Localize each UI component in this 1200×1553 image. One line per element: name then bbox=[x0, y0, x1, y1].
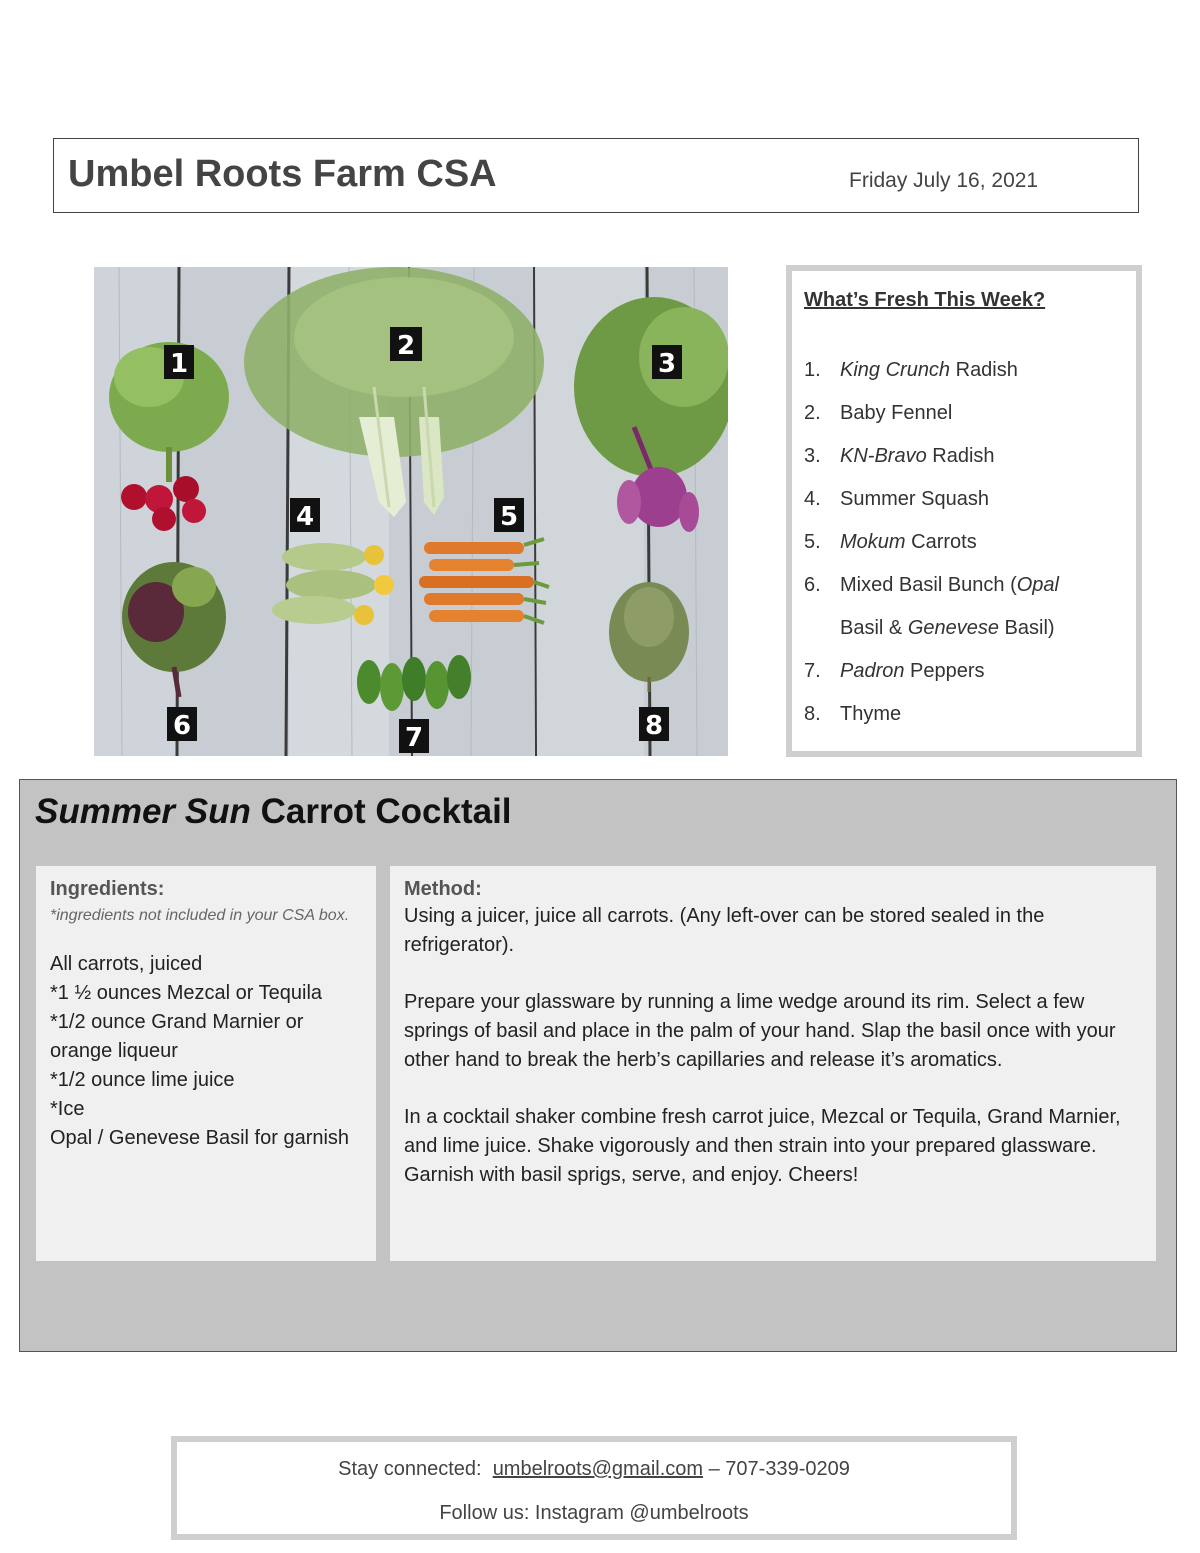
header-box bbox=[53, 138, 1139, 213]
fresh-list bbox=[804, 349, 1124, 736]
method-heading: Method: bbox=[404, 878, 482, 900]
method-step-3: In a cocktail shaker combine fresh carrot juice, Mezcal or Tequila, Grand Marnier, and lime juice. Shake vigorously and then strain into your prepared glassware. bbox=[404, 1106, 1121, 1157]
photo-label-4 bbox=[290, 498, 320, 532]
ingredients-note: *ingredients not included in your CSA box. bbox=[50, 907, 350, 924]
svg-text:8: 8 bbox=[644, 711, 664, 741]
photo-label-1 bbox=[164, 345, 194, 379]
photo-label-7 bbox=[399, 719, 429, 753]
fresh-title: What’s Fresh This Week? bbox=[804, 289, 1046, 311]
photo-label-6 bbox=[167, 707, 197, 741]
email-link[interactable]: umbelroots@gmail.com bbox=[492, 1458, 704, 1480]
svg-text:4: 4 bbox=[295, 502, 315, 532]
ingredients-panel bbox=[36, 866, 376, 1261]
list-item: *Ice bbox=[50, 1098, 85, 1120]
ingredients-heading: Ingredients: bbox=[50, 878, 165, 900]
ingredients-list bbox=[50, 950, 362, 1153]
method-panel bbox=[390, 866, 1156, 1261]
photo-label-2 bbox=[390, 327, 422, 361]
footer-box bbox=[171, 1436, 1017, 1540]
method-step-2: Prepare your glassware by running a lime wedge around its rim. Select a few springs of basil and place in the palm of your hand. Slap the basil once with your other hand to break the herb’s capillaries and release it’s aromatics. bbox=[404, 991, 1116, 1071]
list-item: 2. Baby Fennel bbox=[804, 402, 953, 424]
list-item: 6. Mixed Basil Bunch (Opal Basil & Genevese Basil) bbox=[804, 574, 1059, 639]
list-item: *1/2 ounce Grand Marnier or orange liqueur bbox=[50, 1011, 304, 1062]
recipe-box bbox=[19, 779, 1177, 1352]
method-step-1: Using a juicer, juice all carrots. (Any left-over can be stored sealed in the refrigerator). bbox=[404, 905, 1045, 956]
list-item: 7. Padron Peppers bbox=[804, 660, 985, 682]
vegetables-photo bbox=[94, 267, 728, 756]
contact-line: Stay connected: umbelroots@gmail.com – 707-339-0209 bbox=[338, 1458, 850, 1480]
list-item: 5. Mokum Carrots bbox=[804, 531, 977, 553]
list-item: All carrots, juiced bbox=[50, 953, 203, 975]
page-title: Umbel Roots Farm CSA bbox=[68, 153, 497, 195]
vegetables-illustration bbox=[94, 267, 728, 756]
list-item: Opal / Genevese Basil for garnish bbox=[50, 1127, 350, 1149]
list-item: 1. King Crunch Radish bbox=[804, 359, 1018, 381]
date-label: Friday July 16, 2021 bbox=[849, 169, 1039, 192]
list-item: 4. Summer Squash bbox=[804, 488, 989, 510]
recipe-title: Summer Sun Carrot Cocktail bbox=[35, 792, 512, 831]
list-item: 8. Thyme bbox=[804, 703, 902, 725]
svg-text:7: 7 bbox=[404, 723, 424, 753]
svg-text:1: 1 bbox=[169, 349, 189, 379]
svg-text:6: 6 bbox=[172, 711, 192, 741]
photo-label-8 bbox=[639, 707, 669, 741]
photo-label-5 bbox=[494, 498, 524, 532]
list-item: *1/2 ounce lime juice bbox=[50, 1069, 235, 1091]
fresh-this-week-box bbox=[786, 265, 1142, 757]
svg-text:5: 5 bbox=[499, 502, 519, 532]
svg-text:2: 2 bbox=[396, 331, 416, 361]
follow-line: Follow us: Instagram @umbelroots bbox=[439, 1502, 749, 1524]
list-item: *1 ½ ounces Mezcal or Tequila bbox=[50, 982, 323, 1004]
photo-label-3 bbox=[652, 345, 682, 379]
list-item: 3. KN-Bravo Radish bbox=[804, 445, 995, 467]
svg-text:3: 3 bbox=[657, 349, 677, 379]
method-step-4: Garnish with basil sprigs, serve, and enjoy. Cheers! bbox=[404, 1164, 859, 1186]
